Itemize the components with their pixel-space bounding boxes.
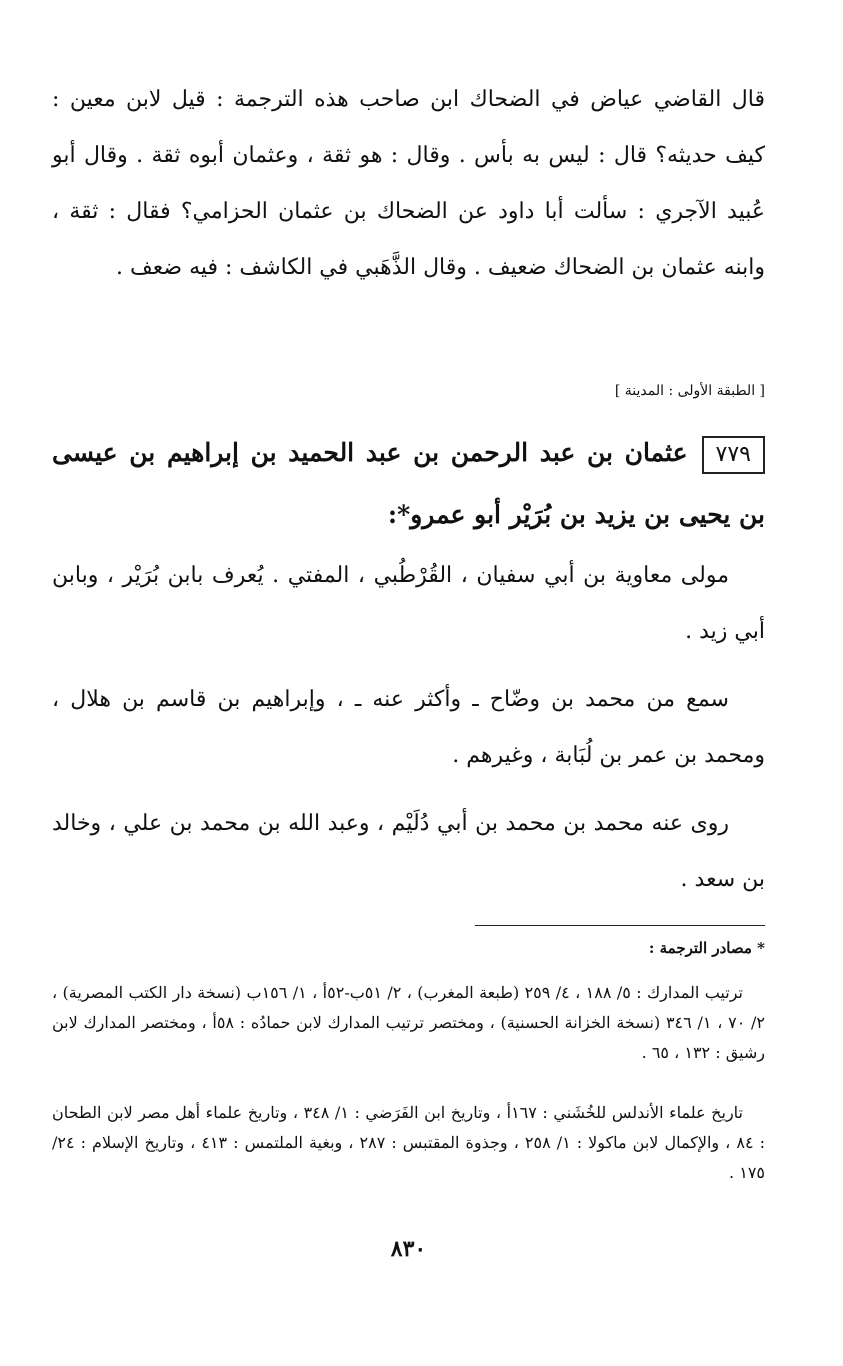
entry-heading	[52, 422, 765, 546]
footnote-sources-2: تاريخ علماء الأندلس للخُشَني : ١٦٧أ ، وتاريخ ابن الفَرَضي : ١/ ٣٤٨ ، وتاريخ علماء أهل مصر لابن الطحان : ٨٤ ، والإكمال لابن ماكولا : ١/ ٢٥٨ ، وجذوة المقتبس : ٢٨٧ ، وبغية الملتمس : ٤١٣ ، وتاريخ الإسلام : ٢٤/ ١٧٥ .	[52, 1103, 765, 1182]
tier-label: [ الطبقة الأولى : المدينة ]	[614, 383, 765, 399]
footnote-separator	[475, 925, 765, 926]
entry-paragraph-students: روى عنه محمد بن محمد بن أبي دُلَيْم ، وعبد الله بن محمد بن علي ، وخالد بن سعد .	[52, 811, 765, 892]
book-page	[52, 0, 765, 1366]
footnote-title: * مصادر الترجمة :	[648, 939, 765, 957]
entry-number-box: ٧٧٩	[702, 436, 765, 474]
entry-paragraph-teachers: سمع من محمد بن وضّاح ـ وأكثر عنه ـ ، وإبراهيم بن قاسم بن هلال ، ومحمد بن عمر بن لُبَابة ، وغيرهم .	[52, 687, 765, 768]
page-number: ٨٣٠	[390, 1236, 427, 1262]
entry-paragraph-biography: مولى معاوية بن أبي سفيان ، القُرْطُبي ، المفتي . يُعرف بابن بُرَيْر ، وبابن أبي زيد .	[52, 563, 765, 644]
body-paragraph-previous-entry: قال القاضي عياض في الضحاك ابن صاحب هذه الترجمة : قيل لابن معين : كيف حديثه؟ قال : ليس به بأس . وقال : هو ثقة ، وعثمان أبوه ثقة . وقال أبو عُبيد الآجري : سألت أبا داود عن الضحاك بن عثمان الحزامي؟ فقال : ثقة ، وابنه عثمان بن الضحاك ضعيف . وقال الذَّهَبي في الكاشف : فيه ضعف .	[52, 87, 765, 280]
entry-title: عثمان بن عبد الرحمن بن عبد الحميد بن إبراهيم بن عيسى بن يحيى بن يزيد بن بُرَيْر أبو عمرو*:	[52, 438, 765, 529]
footnote-sources-1: ترتيب المدارك : ٥/ ١٨٨ ، ٤/ ٢٥٩ (طبعة المغرب) ، ٢/ ٥١ب-٥٢أ ، ١/ ١٥٦ب (نسخة دار الكتب المصرية) ، ٢/ ٧٠ ، ١/ ٣٤٦ (نسخة الخزانة الحسنية) ، ومختصر ترتيب المدارك لابن حمادُه : ٥٨أ ، ومختصر المدارك لابن رشيق : ١٣٢ ، ٦٥ .	[52, 983, 766, 1062]
